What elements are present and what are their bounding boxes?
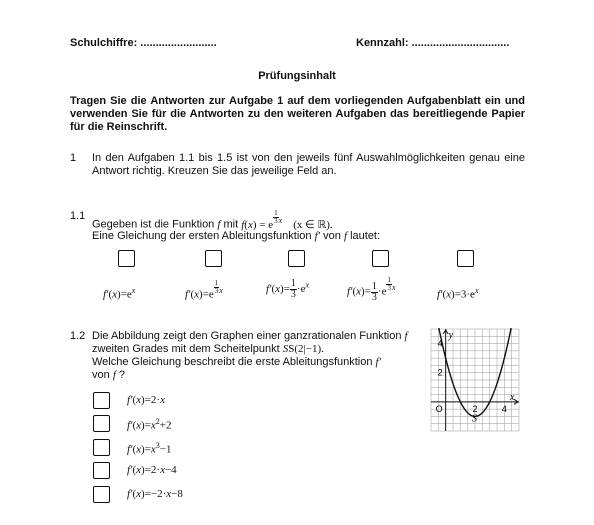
task11-option2-formula: f′(x)=e $^{\frac{1}{3} x}$ bbox=[185, 279, 223, 301]
task11-domain: (x ∈ ℝ). bbox=[293, 218, 333, 231]
task12-number: 1.2 bbox=[70, 330, 86, 342]
task12-option1-formula: f′(x)=2·x bbox=[127, 394, 165, 406]
task11-option2-checkbox[interactable] bbox=[205, 250, 222, 267]
graph-tick-y-2: 2 bbox=[437, 367, 443, 378]
task12-option4-formula: f′(x)=2·x−4 bbox=[127, 464, 177, 476]
task12-option3-formula: $f'(x)=x^3-1$ bbox=[127, 441, 172, 456]
task12-option3-checkbox[interactable] bbox=[93, 439, 110, 456]
task11-option4-checkbox[interactable] bbox=[372, 250, 389, 267]
id-number-label: Kennzahl: ................................ bbox=[356, 37, 510, 49]
task12-option5-checkbox[interactable] bbox=[93, 486, 110, 503]
task11-line1: Gegeben ist die Funktion f mit f(x) = e $^{\frac{1}{3} x}$ (x ∈ ℝ). bbox=[92, 209, 333, 231]
school-code-label: Schulchiffre: ......................... bbox=[70, 37, 217, 49]
task12-text: Die Abbildung zeigt den Graphen einer ganzrationalen Funktion f zweiten Grades mit dem Scheitelpunkt SS(2|−1). Welche Gleichung beschreibt die erste Ableitungsfunktion f′ von f ? bbox=[92, 330, 408, 381]
task11-option1-formula: $f'(x)=e^x$ bbox=[103, 286, 136, 301]
task12-option5-formula: f′(x)=−2·x−8 bbox=[127, 488, 183, 500]
task11-text-a: Gegeben ist die Funktion bbox=[92, 218, 215, 231]
task12-option2-checkbox[interactable] bbox=[93, 415, 110, 432]
graph-vertex-label: S bbox=[472, 413, 477, 425]
task11-option3-checkbox[interactable] bbox=[288, 250, 305, 267]
task11-number: 1.1 bbox=[70, 210, 86, 222]
graph-origin-label: O bbox=[435, 403, 443, 414]
task12-option4-checkbox[interactable] bbox=[93, 462, 110, 479]
graph-tick-x-2: 2 bbox=[472, 403, 478, 414]
task11-option1-checkbox[interactable] bbox=[118, 250, 135, 267]
instructions: Tragen Sie die Antworten zur Aufgabe 1 auf dem vorliegenden Aufgabenblatt ein und verwenden Sie für die Antworten zu den weiteren Aufgaben das bereitliegende Papier für die Reinschrift. bbox=[70, 95, 525, 133]
task11-option5-formula: $f'(x)=3\cdot e^x$ bbox=[437, 286, 479, 301]
graph-x-label: x bbox=[510, 391, 515, 403]
graph-tick-y-4: 4 bbox=[437, 338, 443, 349]
vertex-value: S(2|−1). bbox=[288, 343, 324, 355]
task1-number: 1 bbox=[70, 152, 77, 164]
task12-option1-checkbox[interactable] bbox=[93, 392, 110, 409]
graph-y-label: y bbox=[448, 330, 454, 341]
task11-text-b: mit bbox=[223, 218, 239, 231]
task11-option4-formula: f′(x)= $\frac{1}{3}$ ·e $^{\frac{1}{3} x}$ bbox=[347, 276, 396, 303]
parabola-graph bbox=[430, 328, 520, 432]
task11-option3-formula: f′(x)= $\frac{1}{3}$ $\cdot e^x$ bbox=[266, 278, 310, 300]
graph-tick-x-4: 4 bbox=[501, 403, 507, 414]
task11-option5-checkbox[interactable] bbox=[457, 250, 474, 267]
task1-text: In den Aufgaben 1.1 bis 1.5 ist von den jeweils fünf Auswahlmöglichkeiten genau eine Antwort richtig. Kreuzen Sie das jeweilige Feld an. bbox=[92, 152, 525, 177]
task12-option2-formula: $f'(x)=x^2+2$ bbox=[127, 417, 172, 432]
task11-line2: Eine Gleichung der ersten Ableitungsfunktion f′ von f lautet: bbox=[92, 230, 381, 242]
page-title: Prüfungsinhalt bbox=[258, 70, 336, 82]
